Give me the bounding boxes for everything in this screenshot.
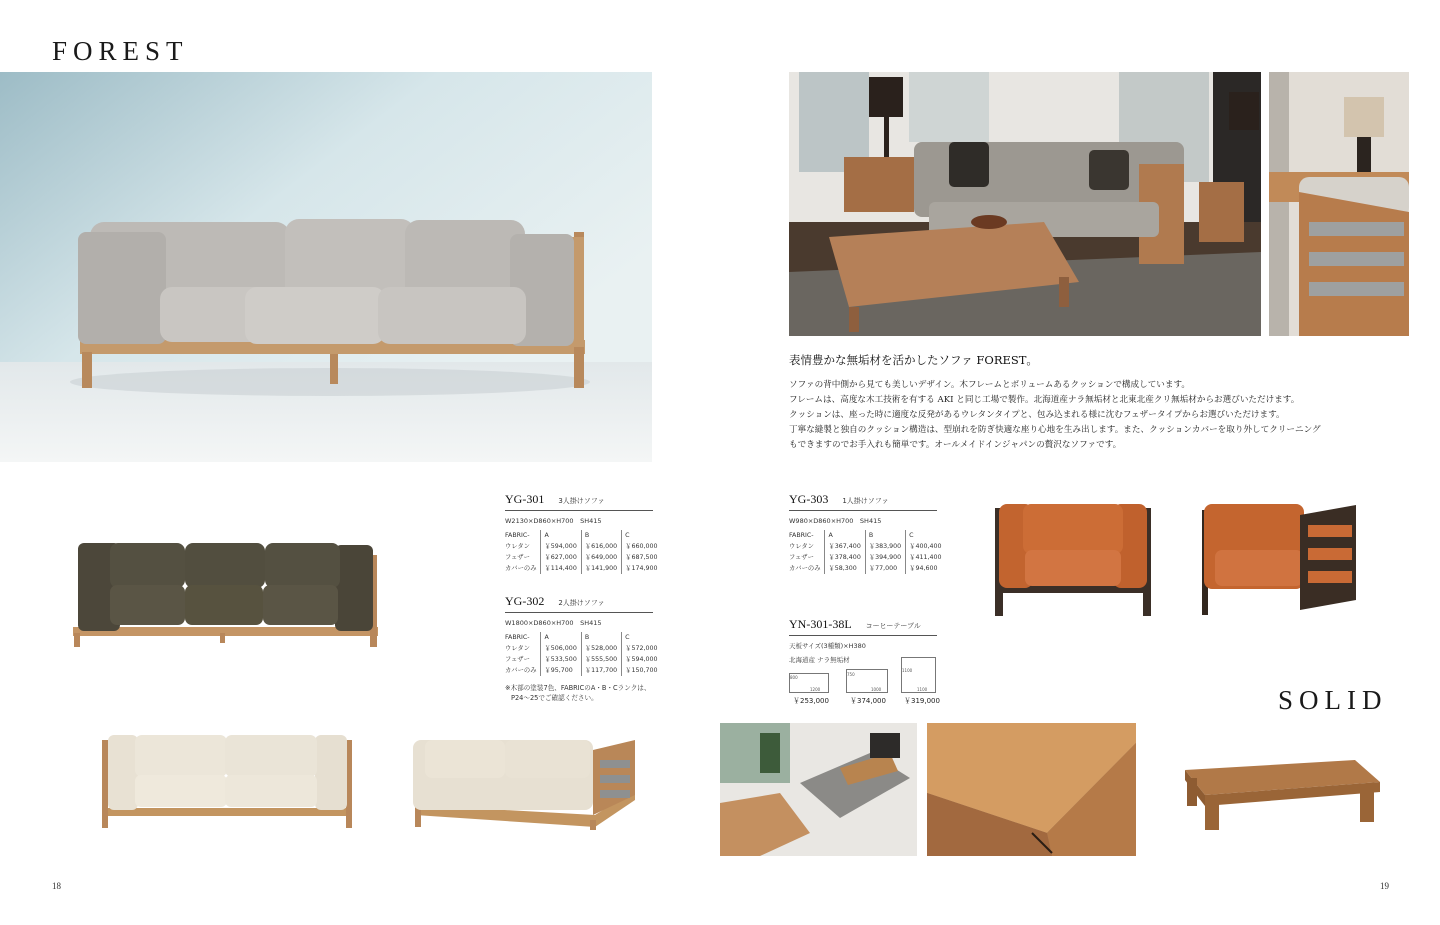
living-room-photo: [789, 72, 1261, 336]
price-cell: ￥627,000: [541, 552, 581, 563]
size-depth: 800: [790, 675, 798, 680]
price-cell: ￥533,500: [541, 654, 581, 665]
col-header: A: [825, 530, 865, 541]
leather-chair-angle-photo: [1200, 500, 1358, 618]
price-cell: ￥394,900: [865, 552, 905, 563]
size-depth: 750: [847, 672, 855, 677]
coffee-table-photo: [1175, 730, 1385, 842]
row-label: フェザー: [505, 554, 530, 561]
row-label: フェザー: [789, 554, 814, 561]
copy-headline: 表情豊かな無垢材を活かしたソファ FOREST。: [789, 353, 1038, 367]
product-code: YG-303: [789, 492, 829, 506]
price-cell: ￥94,600: [906, 563, 946, 574]
col-header: B: [865, 530, 905, 541]
col-header: B: [581, 530, 621, 541]
size-width: 1200: [810, 687, 821, 692]
price-cell: ￥555,500: [581, 654, 621, 665]
col-header: C: [622, 632, 662, 643]
size-depth: 1100: [902, 668, 913, 673]
price-table: [789, 530, 946, 574]
size-width: 1000: [871, 687, 882, 692]
title-solid: SOLID: [1278, 685, 1388, 715]
product-name: 1人掛けソファ: [842, 497, 889, 505]
copy-body: [789, 378, 1409, 453]
copy-line: フレームは、高度な木工技術を有する AKI と同じ工場で製作。北海道産ナラ無垢材と北東北産クリ無垢材からお選びいただけます。: [789, 395, 1300, 405]
product-dims: W2130×D860×H700 SH415: [505, 517, 602, 525]
col-header: C: [906, 530, 946, 541]
row-label: フェザー: [505, 656, 530, 663]
spec-yg302: [505, 594, 658, 676]
note-line: ※木部の塗装7色、FABRICのA・B・Cランクは、: [505, 684, 651, 692]
price-cell: ￥649,000: [581, 552, 621, 563]
finish-note: [505, 683, 650, 703]
table-price: ￥374,000: [850, 697, 886, 705]
beige-sofa-front-photo: [100, 730, 355, 830]
spec-yg301: [505, 492, 658, 574]
product-code: YG-301: [505, 492, 545, 506]
price-cell: ￥114,400: [541, 563, 581, 574]
row-label: カバーのみ: [505, 667, 537, 674]
product-dims: W980×D860×H700 SH415: [789, 517, 882, 525]
price-cell: ￥77,000: [865, 563, 905, 574]
row-label: ウレタン: [505, 645, 530, 652]
product-name: 3人掛けソファ: [558, 497, 605, 505]
price-cell: ￥594,000: [622, 654, 662, 665]
price-cell: ￥95,700: [541, 665, 581, 676]
price-cell: ￥411,400: [906, 552, 946, 563]
table-price: ￥319,000: [904, 697, 940, 705]
row-label: カバーのみ: [789, 565, 821, 572]
col-header: A: [541, 530, 581, 541]
col-header: A: [541, 632, 581, 643]
hero-sofa-photo: [0, 72, 652, 462]
product-name: 2人掛けソファ: [558, 599, 605, 607]
copy-line: 丁寧な縫製と独自のクッション構造は、型崩れを防ぎ快適な座り心地を生み出します。また、クッションカバーを取り外してクリーニング: [789, 425, 1321, 435]
price-cell: ￥150,700: [622, 665, 662, 676]
beige-sofa-angle-photo: [410, 735, 640, 830]
row-label: カバーのみ: [505, 565, 537, 572]
copy-line: もできますのでお手入れも簡単です。オールメイドインジャパンの贅沢なソファです。: [789, 440, 1122, 450]
price-cell: ￥174,900: [622, 563, 662, 574]
armchair-detail-photo: [1269, 72, 1409, 336]
product-code: YN-301-38L: [789, 617, 852, 631]
price-table: [505, 530, 662, 574]
price-cell: ￥506,000: [541, 643, 581, 654]
price-cell: ￥572,000: [622, 643, 662, 654]
price-cell: ￥141,900: [581, 563, 621, 574]
page-number-right: 19: [1380, 881, 1389, 891]
note-line: P24～25でご確認ください。: [511, 694, 598, 702]
price-cell: ￥400,400: [906, 541, 946, 552]
copy-line: ソファの背中側から見ても美しいデザイン。木フレームとボリュームあるクッションで構成しています。: [789, 380, 1190, 390]
price-cell: ￥660,000: [622, 541, 662, 552]
col-header: C: [622, 530, 662, 541]
price-cell: ￥687,500: [622, 552, 662, 563]
table-material-spec: 北海道産 ナラ無垢材: [789, 656, 850, 664]
product-code: YG-302: [505, 594, 545, 608]
col-header: FABRIC-: [505, 532, 530, 539]
price-cell: ￥528,000: [581, 643, 621, 654]
table-price: ￥253,000: [793, 697, 829, 705]
price-cell: ￥117,700: [581, 665, 621, 676]
col-header: B: [581, 632, 621, 643]
product-dims: W1800×D860×H700 SH415: [505, 619, 602, 627]
col-header: FABRIC-: [505, 634, 530, 641]
col-header: FABRIC-: [789, 532, 814, 539]
price-cell: ￥378,400: [825, 552, 865, 563]
price-cell: ￥383,900: [865, 541, 905, 552]
title-forest: FOREST: [52, 36, 189, 66]
price-cell: ￥594,000: [541, 541, 581, 552]
olive-sofa-photo: [70, 535, 380, 650]
copy-line: クッションは、座った時に適度な反発があるウレタンタイプと、包み込まれる様に沈むフェザータイプからお選びいただけます。: [789, 410, 1285, 420]
row-label: ウレタン: [789, 543, 814, 550]
price-table: [505, 632, 662, 676]
page-number-left: 18: [52, 881, 61, 891]
row-label: ウレタン: [505, 543, 530, 550]
leather-chair-front-photo: [993, 500, 1153, 618]
table-size-spec: 天板サイズ(3種類)×H380: [789, 642, 866, 650]
wood-corner-detail-photo: [927, 723, 1136, 856]
spec-yg303: [789, 492, 942, 574]
room-overhead-photo: [720, 723, 917, 856]
price-cell: ￥616,000: [581, 541, 621, 552]
size-width: 1100: [917, 687, 928, 692]
price-cell: ￥58,300: [825, 563, 865, 574]
price-cell: ￥367,400: [825, 541, 865, 552]
product-name: コーヒーテーブル: [865, 622, 921, 630]
